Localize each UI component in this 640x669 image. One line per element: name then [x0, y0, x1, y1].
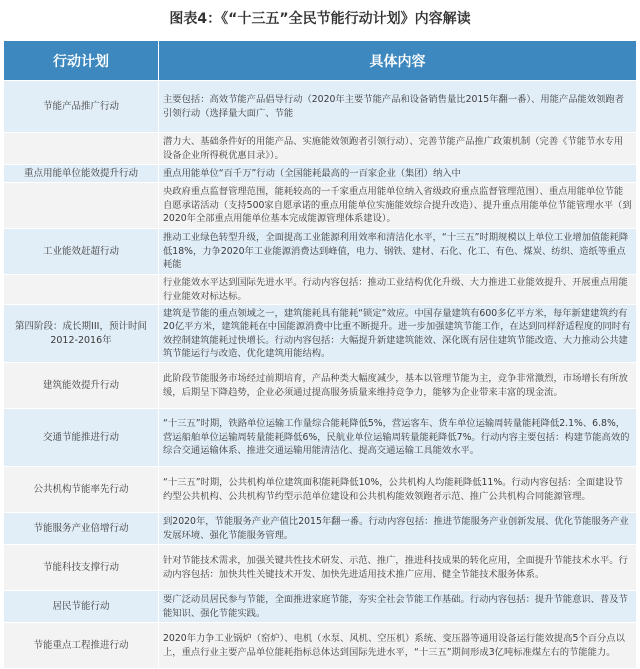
row-content: 重点用能单位“百千万”行动（全国能耗最高的一百家企业（集团）纳入中 — [159, 165, 637, 183]
row-content: 行业能效水平达到国际先进水平。行动内容包括：推动工业结构优化升级、大力推进工业能效提升、开展重点用能行业能效对标达标。 — [159, 275, 637, 305]
table-row — [4, 591, 637, 623]
table-row — [4, 165, 637, 183]
row-content: “十三五”时期，铁路单位运输工作量综合能耗降低5%，营运客车、货车单位运输周转量能耗降低2.1%、6.8%，营运船舶单位运输周转量能耗降低6%，民航业单位运输周转量能耗降低7%。行动内容主要包括：构建节能高效的综合交通运输体系、推进交通运输用能清洁化、提高交通运输工具能效水平。 — [159, 409, 637, 467]
table-row — [4, 513, 637, 545]
row-plan — [4, 133, 159, 165]
row-content: 2020年力争工业锅炉（窑炉）、电机（水泵、风机、空压机）系统、变压器等通用设备运行能效提高5个百分点以上，重点行业主要产品单位能耗指标总体达到国际先进水平，“十三五”期间形成3亿吨标准煤左右的节能能力。 — [159, 623, 637, 669]
table-row — [4, 623, 637, 669]
row-plan — [4, 275, 159, 305]
table-body — [4, 81, 637, 669]
row-content: 此阶段节能服务市场经过前期培育，产品种类大幅度减少，基本以管理节能为主，竞争非常激烈，市场增长有所放缓，后期呈下降趋势，企业必须通过提高服务质量来维持竞争力，能够为企业带来丰富的现金流。 — [159, 363, 637, 409]
table-row — [4, 305, 637, 363]
row-plan: 建筑能效提升行动 — [4, 363, 159, 409]
table-row — [4, 275, 637, 305]
plan-table — [3, 40, 637, 669]
row-content: 建筑是节能的重点领域之一，建筑能耗具有能耗“锁定”效应。中国存量建筑有600多亿平方米，每年新建建筑约有20亿平方米，建筑能耗在中国能源消费中比重不断提升。进一步加强建筑节能工作，在达到同样舒适程度的同时有效控制建筑能耗过快增长。行动内容包括：大幅提升新建建筑能效、深化既有居住建筑节能改造、大力推动公共建筑节能运行与改造、优化建筑用能结构。 — [159, 305, 637, 363]
row-content: 潜力大、基础条件好的用能产品、实施能效领跑者引领行动）、完善节能产品推广政策机制（完善《节能节水专用设备企业所得税优惠目录》）。 — [159, 133, 637, 165]
table-row — [4, 409, 637, 467]
row-plan: 公共机构节能率先行动 — [4, 467, 159, 513]
row-plan — [4, 183, 159, 229]
table-header-row — [4, 41, 637, 81]
table-row — [4, 363, 637, 409]
header-content: 具体内容 — [159, 41, 637, 81]
table-row — [4, 133, 637, 165]
row-plan: 重点用能单位能效提升行动 — [4, 165, 159, 183]
table-row — [4, 229, 637, 275]
row-content: “十三五”时期，公共机构单位建筑面积能耗降低10%，公共机构人均能耗降低11%。行动内容包括：全面建设节约型公共机构、公共机构节约型示范单位建设和公共机构能效领跑者示范、推广公共机构合同能源管理。 — [159, 467, 637, 513]
row-content: 针对节能技术需求，加强关键共性技术研发、示范、推广，推进科技成果的转化应用，全面提升节能技术水平。行动内容包括：加快共性关键技术开发、加快先进适用技术推广应用、健全节能技术服务体系。 — [159, 545, 637, 591]
row-plan: 节能产品推广行动 — [4, 81, 159, 133]
table-row — [4, 467, 637, 513]
row-plan: 第四阶段：成长期III，预计时间2012-2016年 — [4, 305, 159, 363]
header-plan: 行动计划 — [4, 41, 159, 81]
row-plan: 交通节能推进行动 — [4, 409, 159, 467]
row-plan: 居民节能行动 — [4, 591, 159, 623]
row-content: 央政府重点监督管理范围，能耗较高的一千家重点用能单位纳入省级政府重点监督管理范围）、重点用能单位节能自愿承诺活动（支持500家自愿承诺的重点用能单位实施能效综合提升改造）、提升重点用能单位节能管理水平（到2020年全部重点用能单位基本完成能源管理体系建设）。 — [159, 183, 637, 229]
row-plan: 节能重点工程推进行动 — [4, 623, 159, 669]
table-row — [4, 183, 637, 229]
row-plan: 节能科技支撑行动 — [4, 545, 159, 591]
row-content: 推动工业绿色转型升级，全面提高工业能源利用效率和清洁化水平，“十三五”时期规模以上单位工业增加值能耗降低18%，力争2020年工业能源消费达到峰值，电力、钢铁、建材、石化、化工、有色、煤炭、纺织、造纸等重点耗能 — [159, 229, 637, 275]
row-plan: 工业能效赶超行动 — [4, 229, 159, 275]
table-row — [4, 545, 637, 591]
row-content: 到2020年，节能服务产业产值比2015年翻一番。行动内容包括：推进节能服务产业创新发展、优化节能服务产业发展环境、强化节能服务管理。 — [159, 513, 637, 545]
table-row — [4, 81, 637, 133]
row-content: 要广泛动员居民参与节能，全面推进家庭节能，夯实全社会节能工作基础。行动内容包括：提升节能意识、普及节能知识、强化节能实践。 — [159, 591, 637, 623]
figure-title: 图表4：《“十三五”全民节能行动计划》内容解读 — [169, 11, 471, 27]
row-plan: 节能服务产业倍增行动 — [4, 513, 159, 545]
row-content: 主要包括：高效节能产品倡导行动（2020年主要节能产品和设备销售量比2015年翻一番）、用能产品能效领跑者引领行动（选择量大面广、节能 — [159, 81, 637, 133]
